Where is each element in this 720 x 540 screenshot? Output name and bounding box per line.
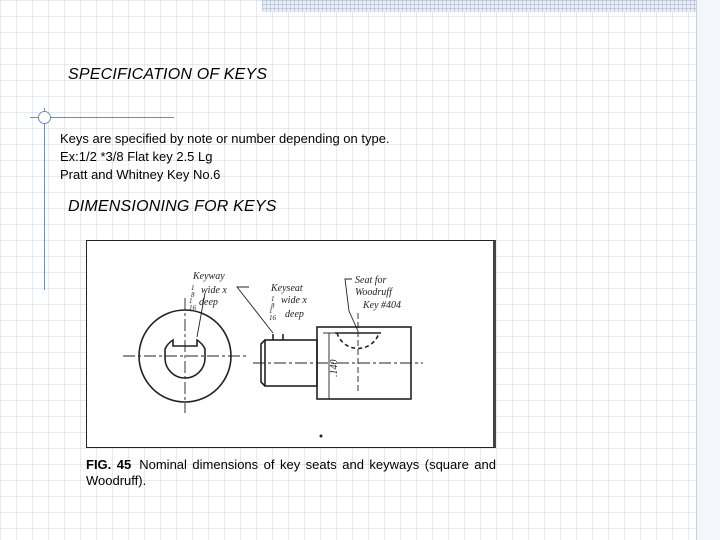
keyseat-leader xyxy=(237,287,273,333)
keyseat-note-line3: deep xyxy=(285,309,304,320)
header-decoration-band xyxy=(262,0,720,12)
decor-horizontal-line xyxy=(30,117,174,118)
caption-text: Nominal dimensions of key seats and keyways (square and Woodruff). xyxy=(86,457,496,488)
heading-specification: SPECIFICATION OF KEYS xyxy=(68,66,268,83)
side-decoration-band xyxy=(696,0,720,540)
woodruff-note-line1: Seat for xyxy=(355,275,387,286)
heading-dimensioning: DIMENSIONING FOR KEYS xyxy=(68,198,277,215)
keyway-frac2-num: 1 xyxy=(189,297,193,305)
keyseat-frac1-den: 8 xyxy=(271,302,275,310)
keyseat-note-line1: Keyseat xyxy=(271,283,303,294)
keyway-note-line2: wide x xyxy=(201,285,227,296)
keyway-frac2-den: 16 xyxy=(189,304,196,312)
figure-caption xyxy=(86,457,496,489)
caption-label: FIG. 45 xyxy=(86,457,132,472)
keyway-drawing xyxy=(86,240,496,448)
keyseat-note-line2: wide x xyxy=(281,295,307,306)
paragraph-line: Keys are specified by note or number depending on type. xyxy=(60,131,390,146)
keyway-note-line1: Keyway xyxy=(193,271,225,282)
drawing-svg xyxy=(87,241,493,447)
decor-circle xyxy=(38,111,51,124)
paragraph-line: Pratt and Whitney Key No.6 xyxy=(60,167,221,182)
keyway-frac1-num: 1 xyxy=(191,284,195,292)
paragraph-line: Ex:1/2 *3/8 Flat key 2.5 Lg xyxy=(60,149,213,164)
keyway-frac1-den: 8 xyxy=(191,291,195,299)
decor-vertical-line xyxy=(44,108,45,290)
keyseat-frac2-den: 16 xyxy=(269,314,276,322)
keyseat-frac1-num: 1 xyxy=(271,295,275,303)
keyseat-frac2-num: 1 xyxy=(269,307,273,315)
dimension-value: .140 xyxy=(329,359,340,377)
woodruff-note-line3: Key #404 xyxy=(363,300,402,311)
keyway-note-line3: deep xyxy=(199,297,218,308)
woodruff-note-line2: Woodruff xyxy=(355,287,392,298)
specification-paragraph xyxy=(60,130,390,184)
